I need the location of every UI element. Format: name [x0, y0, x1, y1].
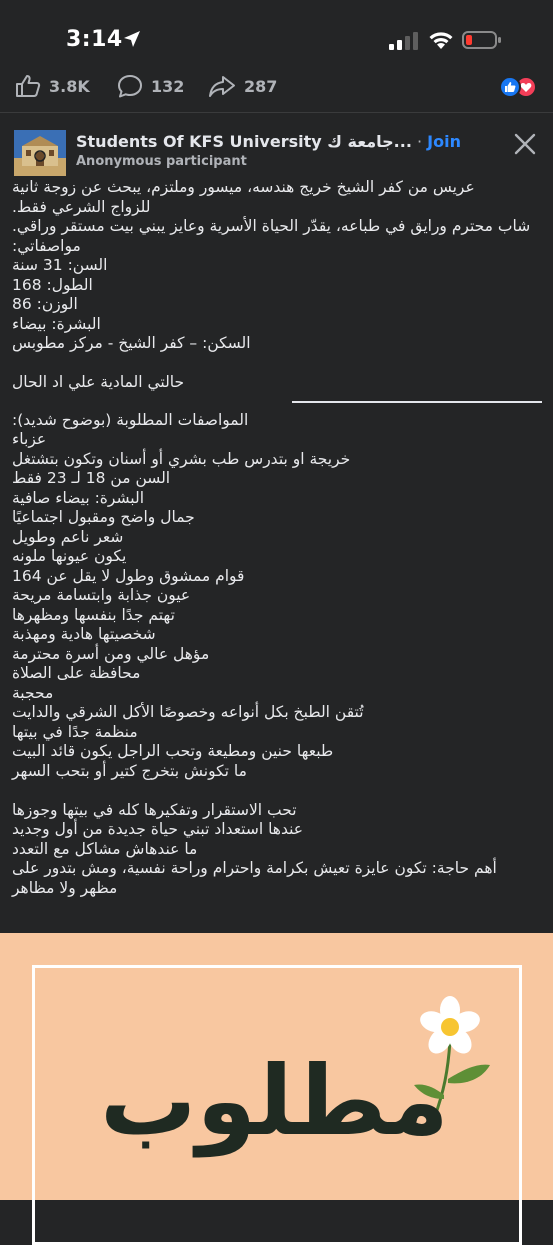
- post-line: يكون عيونها ملونه: [12, 547, 127, 565]
- post-line: البشرة: بيضاء صافية: [12, 488, 145, 507]
- comment-count: 132: [151, 76, 185, 96]
- post-line: الوزن: 86: [12, 295, 78, 313]
- cellular-signal-icon: [389, 32, 419, 50]
- post-line: السكن: – كفر الشيخ - مركز مطوبس: [12, 334, 251, 352]
- post-line: محجبة: [12, 683, 54, 702]
- thumbs-up-icon: [15, 74, 41, 98]
- wifi-icon: [428, 30, 454, 50]
- post-line: قوام ممشوق وطول لا يقل عن 164: [12, 566, 245, 585]
- building-icon: [14, 130, 66, 176]
- post-line: مظهر ولا مظاهر: [12, 878, 118, 897]
- author-name: Anonymous participant: [76, 154, 247, 169]
- reaction-summary[interactable]: [499, 76, 539, 98]
- post-line: المواصفات المطلوبة (بوضوح شديد):: [12, 410, 249, 429]
- close-icon[interactable]: [513, 132, 537, 156]
- battery-low-icon: [462, 30, 502, 50]
- post-line: جمال واضح ومقبول اجتماعيًا: [12, 508, 195, 526]
- post-line: عيون جذابة وابتسامة مريحة: [12, 586, 191, 604]
- post-line: البشرة: بيضاء: [12, 314, 101, 333]
- post-line: مؤهل عالي ومن أسرة محترمة: [12, 644, 210, 663]
- image-word: مطلوب: [100, 1045, 449, 1157]
- post-line: السن: 31 سنة: [12, 256, 108, 274]
- share-arrow-icon: [208, 74, 236, 98]
- post-header: [0, 126, 553, 176]
- post-text: [12, 178, 542, 898]
- location-arrow-icon: [123, 30, 141, 48]
- post-line: ما تكونش بتخرج كتير أو بتحب السهر: [12, 761, 247, 780]
- post-line: عزباء: [12, 430, 47, 448]
- blank-line: [12, 354, 542, 374]
- comment-button[interactable]: [117, 74, 184, 98]
- post-line: تُتقن الطبخ بكل أنواعه وخصوصًا الأكل الشرقي والدايت: [12, 703, 364, 721]
- post-line: خريجة او بتدرس طب بشري أو أسنان وتكون بتشتغل: [12, 449, 351, 468]
- post-line: الطول: 168: [12, 275, 93, 294]
- group-name[interactable]: [76, 132, 461, 151]
- comment-bubble-icon: [117, 74, 143, 98]
- group-title[interactable]: Students Of KFS University جامعة ك...: [76, 132, 412, 151]
- share-button[interactable]: [208, 74, 277, 98]
- like-button[interactable]: [15, 74, 90, 98]
- status-time: 3:14: [66, 27, 123, 52]
- group-avatar[interactable]: [14, 130, 66, 176]
- post-line: محافظة على الصلاة: [12, 664, 141, 682]
- join-button[interactable]: Join: [427, 132, 461, 151]
- reactions-bar: [0, 66, 553, 106]
- post-line: عريس من كفر الشيخ خريج هندسه، ميسور وملتزم، يبحث عن زوجة ثانية: [12, 178, 475, 196]
- post-line: شخصيتها هادية ومهذبة: [12, 625, 156, 643]
- like-count: 3.8K: [49, 76, 90, 96]
- name-separator: ·: [411, 132, 428, 151]
- post-line: تهتم جدًا بنفسها ومظهرها: [12, 605, 175, 624]
- separator-rule: [292, 401, 542, 403]
- post-line: السن من 18 لـ 23 فقط: [12, 469, 171, 487]
- post-line: تحب الاستقرار وتفكيرها كله في بيتها وجوزها: [12, 800, 297, 819]
- divider: [0, 112, 553, 113]
- post-line: ما عندهاش مشاكل مع التعدد: [12, 839, 198, 858]
- post-line: منظمة جدًا في بيتها: [12, 722, 138, 741]
- post-line: مواصفاتي:: [12, 236, 81, 255]
- like-reaction-icon: [499, 76, 521, 98]
- post-line: طبعها حنين ومطيعة وتحب الراجل يكون قائد البيت: [12, 742, 334, 760]
- post-line: حالتي المادية علي اد الحال: [12, 373, 185, 391]
- status-bar: [0, 0, 553, 60]
- post-line: شعر ناعم وطويل: [12, 527, 124, 546]
- post-line: عندها استعداد تبني حياة جديدة من أول وجديد: [12, 820, 304, 838]
- post-line: أهم حاجة: تكون عايزة تعيش بكرامة واحترام وراحة نفسية، ومش بتدور على: [12, 859, 497, 877]
- blank-line: [12, 781, 542, 801]
- post-line: للزواج الشرعي فقط.: [12, 197, 151, 216]
- share-count: 287: [244, 76, 278, 96]
- post-line: شاب محترم ورايق في طباعه، يقدّر الحياة الأسرية وعايز يبني بيت مستقر وراقي.: [12, 217, 531, 235]
- post-image[interactable]: [0, 933, 553, 1200]
